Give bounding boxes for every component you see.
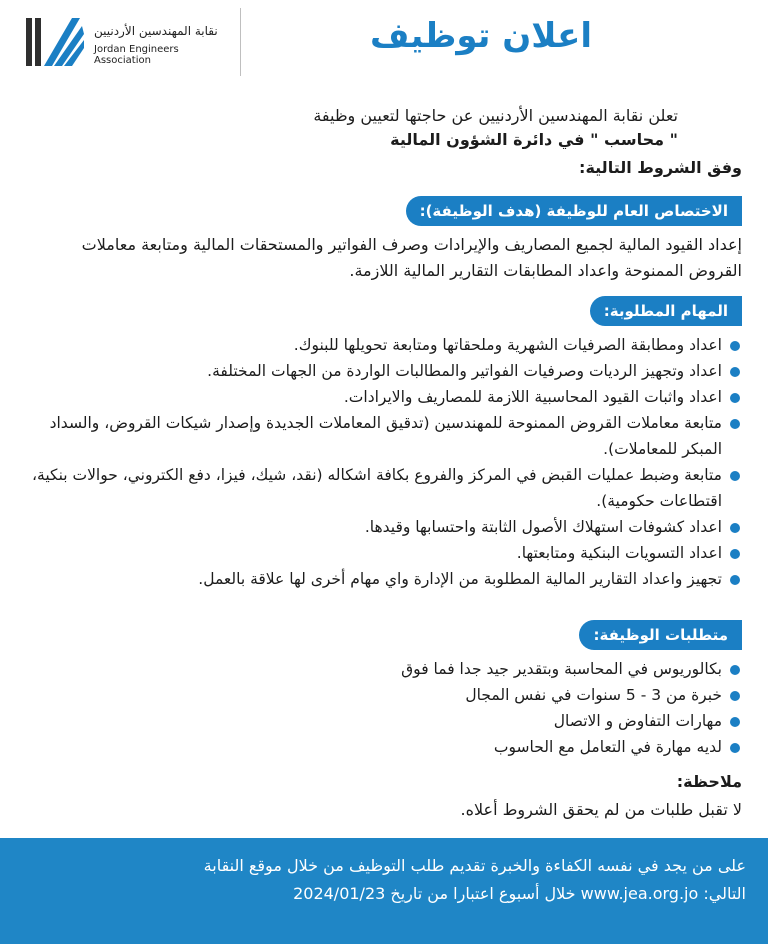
conditions-heading: وفق الشروط التالية:	[579, 158, 742, 177]
tasks-heading: المهام المطلوبة:	[590, 296, 742, 326]
list-item: مهارات التفاوض و الاتصال	[26, 708, 742, 734]
note-text: لا تقبل طلبات من لم يحقق الشروط أعلاه.	[460, 800, 742, 819]
list-item: بكالوريوس في المحاسبة وبتقدير جيد جدا فما فوق	[26, 656, 742, 682]
association-logo	[24, 14, 234, 72]
bullet-icon	[730, 691, 740, 701]
header-divider	[240, 8, 241, 76]
intro	[78, 104, 678, 152]
jea-logo-icon	[24, 14, 86, 70]
purpose-text: إعداد القيود المالية لجميع المصاريف والإيرادات وصرف الفواتير والمستحقات المالية ومتابعة معاملات القروض الممنوحة واعداد المطابقات التقارير المالية اللازمة.	[81, 235, 742, 280]
list-item: اعداد واثبات القيود المحاسبية اللازمة للمصاريف والايرادات.	[26, 384, 742, 410]
bullet-icon	[730, 717, 740, 727]
list-item: لديه مهارة في التعامل مع الحاسوب	[26, 734, 742, 760]
list-item: اعداد التسويات البنكية ومتابعتها.	[26, 540, 742, 566]
bullet-icon	[730, 523, 740, 533]
requirements-heading: متطلبات الوظيفة:	[579, 620, 742, 650]
header	[0, 0, 768, 86]
bullet-icon	[730, 367, 740, 377]
bullet-icon	[730, 393, 740, 403]
intro-line-2: " محاسب " في دائرة الشؤون المالية	[390, 130, 678, 149]
logo-arabic-name: نقابة المهندسين الأردنيين	[94, 24, 218, 38]
list-item: متابعة معاملات القروض الممنوحة للمهندسين (تدقيق المعاملات الجديدة وإصدار شيكات القروض، والسداد المبكر للمعاملات).	[26, 410, 742, 462]
logo-english-name: Jordan Engineers Association	[94, 44, 179, 66]
bullet-icon	[730, 575, 740, 585]
list-item: اعداد كشوفات استهلاك الأصول الثابتة واحتسابها وقيدها.	[26, 514, 742, 540]
intro-line-1: تعلن نقابة المهندسين الأردنيين عن حاجتها لتعيين وظيفة	[313, 106, 678, 125]
list-item: اعداد ومطابقة الصرفيات الشهرية وملحقاتها ومتابعة تحويلها للبنوك.	[26, 332, 742, 358]
requirements-list	[26, 656, 742, 760]
footer	[0, 838, 768, 944]
bullet-icon	[730, 549, 740, 559]
bullet-icon	[730, 341, 740, 351]
tasks-list	[26, 332, 742, 592]
list-item: خبرة من 3 - 5 سنوات في نفس المجال	[26, 682, 742, 708]
list-item: متابعة وضبط عمليات القبض في المركز والفروع بكافة اشكاله (نقد، شيك، فيزا، دفع الكتروني، حوالات بنكية، اقتطاعات حكومية).	[26, 462, 742, 514]
list-item: اعداد وتجهيز الرديات وصرفيات الفواتير والمطالبات الواردة من الجهات المختلفة.	[26, 358, 742, 384]
bullet-icon	[730, 419, 740, 429]
purpose-heading: الاختصاص العام للوظيفة (هدف الوظيفة):	[406, 196, 742, 226]
footer-line-1: على من يجد في نفسه الكفاءة والخبرة تقديم طلب التوظيف من خلال موقع النقابة	[203, 856, 746, 875]
list-item: تجهيز واعداد التقارير المالية المطلوبة من الإدارة واي مهام أخرى لها علاقة بالعمل.	[26, 566, 742, 592]
bullet-icon	[730, 471, 740, 481]
note-title: ملاحظة:	[676, 772, 742, 791]
bullet-icon	[730, 743, 740, 753]
page-title: اعلان توظيف	[369, 16, 592, 56]
bullet-icon	[730, 665, 740, 675]
footer-line-2: التالي: www.jea.org.jo خلال أسبوع اعتبارا من تاريخ 2024/01/23	[293, 884, 746, 903]
